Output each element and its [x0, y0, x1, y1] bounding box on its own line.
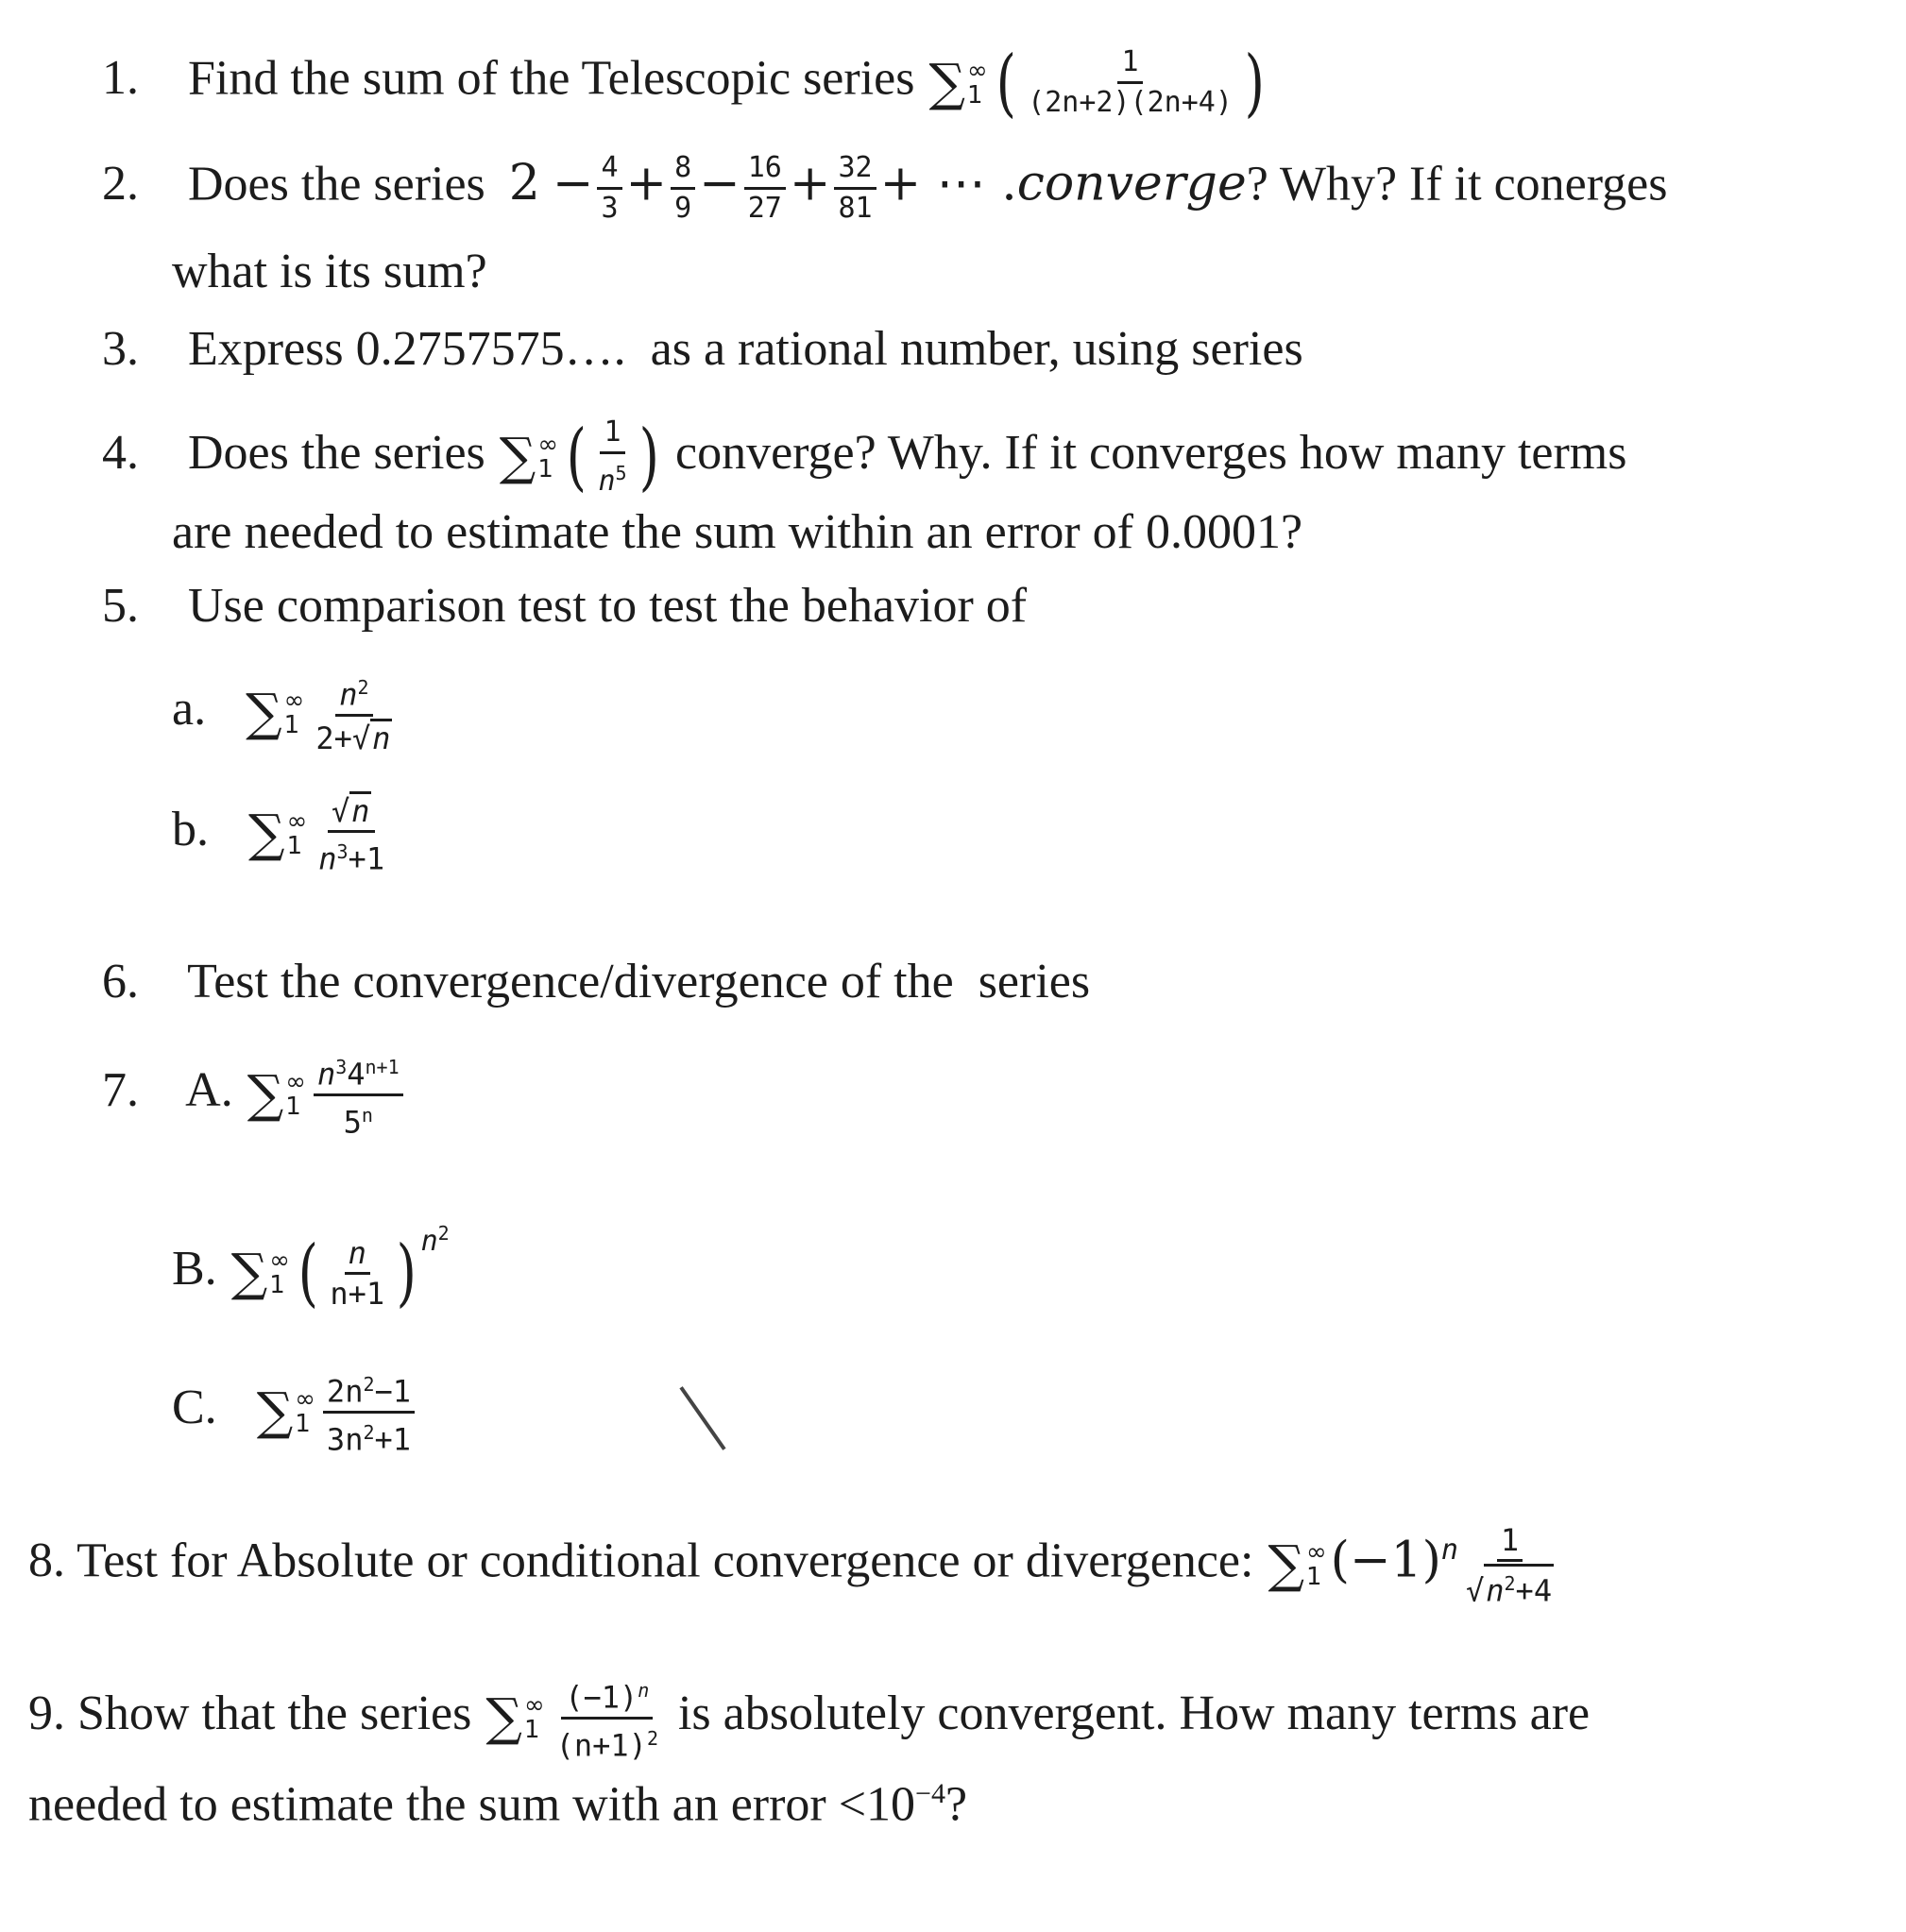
num-suffix: −1 — [374, 1373, 412, 1410]
fraction — [314, 1050, 403, 1139]
den-suffix: +1 — [348, 840, 385, 877]
question-text: is absolutely convergent. How many terms are — [677, 1686, 1591, 1741]
question-text: Test for Absolute or conditional convergence or divergence: — [77, 1534, 1254, 1588]
den-suffix: +1 — [374, 1421, 412, 1458]
sum-upper-limit: ∞ — [967, 56, 988, 85]
sigma-symbol: ∑ — [928, 52, 966, 112]
fraction-denominator: 27 — [747, 192, 782, 225]
question-text: are needed to estimate the sum within an error of 0.0001? — [172, 505, 1303, 559]
num-four-exponent: n+1 — [365, 1056, 400, 1078]
sum-upper-limit: ∞ — [269, 1246, 290, 1276]
sum-limits — [1306, 1538, 1327, 1592]
den-exponent: 2 — [646, 1726, 658, 1750]
fraction — [312, 670, 396, 755]
part-label: b. — [172, 802, 209, 856]
question-9-continued — [28, 1766, 967, 1833]
question-text: needed to estimate the sum with an error <10 — [28, 1777, 916, 1832]
part-label: B. — [172, 1242, 217, 1296]
fraction-numerator: 4 — [597, 151, 621, 190]
pen-mark — [679, 1386, 725, 1450]
fraction — [744, 151, 786, 226]
sigma-symbol: ∑ — [247, 1064, 284, 1125]
question-text: Does the series — [188, 425, 485, 480]
part-label: C. — [172, 1381, 217, 1435]
sum-lower-limit: 1 — [283, 710, 300, 739]
question-1 — [102, 40, 1268, 126]
fraction-numerator: n — [345, 1236, 370, 1275]
sum-upper-limit: ∞ — [523, 1691, 545, 1720]
question-5a — [172, 670, 400, 755]
den-root-base: n — [1486, 1572, 1505, 1609]
fraction-numerator: 1 — [1117, 45, 1142, 84]
question-text: what is its sum? — [172, 245, 487, 298]
question-7b — [172, 1205, 450, 1316]
fraction-denominator — [340, 1096, 377, 1140]
question-number: 3. — [102, 322, 139, 376]
fraction — [1462, 1523, 1557, 1608]
fraction-denominator: 2+√n — [315, 720, 391, 756]
sum-limits — [523, 1691, 545, 1745]
den-root-exponent: 2 — [1504, 1571, 1516, 1595]
fraction — [323, 1367, 415, 1456]
fraction — [594, 415, 630, 499]
sum-limits — [285, 1068, 306, 1122]
sum-lower-limit: 1 — [1306, 1563, 1322, 1592]
question-number: 6. — [102, 955, 139, 1008]
fraction — [315, 791, 388, 876]
num-base: (−1) — [565, 1679, 638, 1716]
question-text: converge? Why. If it converges how many terms — [675, 425, 1627, 480]
question-7c — [172, 1367, 418, 1456]
fraction — [1024, 45, 1236, 120]
fraction — [597, 151, 621, 226]
sign-factor: (−1) — [1330, 1532, 1441, 1589]
fraction-numerator: 1 — [600, 415, 624, 454]
series-tail: + ⋯ . — [879, 155, 1017, 212]
question-text: Does the series — [188, 157, 485, 212]
fraction-numerator: √n — [328, 791, 376, 833]
sum-lower-limit: 1 — [269, 1271, 285, 1300]
den-exponent: 2 — [363, 1420, 375, 1444]
sum-upper-limit: ∞ — [537, 431, 559, 459]
fraction-numerator — [314, 1050, 403, 1096]
sum-upper-limit: ∞ — [286, 806, 308, 836]
sign-factor-exponent: n — [1440, 1534, 1458, 1567]
fraction — [671, 151, 695, 226]
sigma-symbol: ∑ — [246, 682, 282, 742]
question-5b — [172, 791, 392, 876]
fraction-numerator — [323, 1367, 415, 1414]
question-3 — [102, 321, 1303, 378]
right-paren: ) — [638, 415, 659, 500]
question-text: Express 0.2757575…. as a rational number, using series — [188, 322, 1303, 376]
fraction-denominator: 9 — [674, 192, 692, 225]
question-4-continued — [172, 504, 1302, 561]
num-n: n — [316, 1056, 336, 1093]
outer-exp-power: 2 — [437, 1222, 450, 1245]
part-label: a. — [172, 681, 207, 736]
den-prefix: 2+ — [315, 720, 352, 756]
question-number: 4. — [102, 425, 139, 480]
question-number: 8. — [28, 1534, 65, 1588]
question-number: 2. — [102, 157, 139, 212]
den-exponent: n — [361, 1103, 373, 1127]
fraction-numerator: 8 — [671, 151, 695, 190]
question-5 — [102, 578, 1027, 635]
question-text: Use comparison test to test the behavior of — [188, 579, 1028, 633]
sum-lower-limit: 1 — [537, 455, 553, 483]
converge-word: converge — [1016, 155, 1247, 212]
sum-upper-limit: ∞ — [1306, 1538, 1327, 1568]
operator: + — [789, 155, 831, 212]
first-term: 2 — [508, 155, 540, 212]
sum-lower-limit: 1 — [967, 80, 983, 110]
den-root-suffix: +4 — [1515, 1572, 1553, 1609]
sum-upper-limit: ∞ — [295, 1385, 315, 1415]
question-8 — [28, 1522, 1561, 1607]
num-exponent: 2 — [363, 1373, 375, 1396]
num-four: 4 — [347, 1056, 366, 1093]
operator: − — [699, 155, 740, 212]
question-number: 9. — [28, 1686, 65, 1741]
error-exponent: −4 — [915, 1778, 945, 1809]
num-base: n — [339, 676, 358, 713]
question-4 — [102, 415, 1626, 499]
fraction-denominator: (2n+2)(2n+4) — [1028, 86, 1233, 119]
question-2-continued — [172, 244, 487, 300]
left-paren: ( — [298, 1230, 318, 1316]
question-number: 5. — [102, 579, 139, 633]
sigma-symbol: ∑ — [248, 803, 285, 863]
sum-lower-limit: 1 — [295, 1410, 311, 1439]
sum-limits — [269, 1246, 290, 1300]
sum-limits — [967, 56, 988, 110]
question-9 — [28, 1673, 1590, 1762]
right-paren: ) — [396, 1230, 417, 1316]
den-root — [1484, 1564, 1554, 1608]
outer-exponent — [420, 1222, 450, 1258]
right-paren: ) — [1244, 40, 1265, 126]
fraction-numerator: 32 — [834, 151, 876, 190]
den-exponent: 3 — [336, 840, 349, 863]
question-number: 1. — [102, 51, 139, 106]
sigma-symbol: ∑ — [230, 1243, 268, 1303]
den-base: n — [318, 840, 337, 877]
den-base: 3n — [326, 1421, 364, 1458]
sum-limits — [284, 688, 305, 737]
question-6 — [102, 954, 1090, 1010]
question-text: ? Why? If it conerges — [1246, 157, 1668, 212]
question-text: Test the convergence/divergence of the series — [187, 955, 1091, 1008]
fraction-denominator: 81 — [838, 192, 873, 225]
num-exponent: 2 — [357, 676, 369, 699]
question-text: Show that the series — [77, 1686, 472, 1741]
fraction-denominator — [323, 1414, 415, 1457]
fraction-numerator — [335, 670, 372, 717]
fraction-denominator — [594, 454, 630, 499]
question-number: 7. — [102, 1063, 139, 1118]
fraction-numerator — [561, 1673, 653, 1720]
operator: − — [552, 155, 594, 212]
question-7a — [102, 1050, 407, 1139]
part-label: A. — [185, 1063, 233, 1118]
fraction-numerator: 1 — [1497, 1523, 1523, 1562]
den-exponent: 5 — [615, 462, 627, 484]
fraction-denominator — [315, 833, 388, 876]
sum-limits — [286, 806, 308, 860]
fraction — [834, 151, 876, 226]
den-root: n — [372, 720, 391, 756]
sum-limits — [537, 432, 558, 482]
num-exponent: n — [638, 1679, 650, 1702]
outer-exp-base: n — [420, 1225, 438, 1258]
fraction-denominator: $√n^2+4$ — [1462, 1562, 1557, 1608]
operator: + — [625, 155, 668, 212]
den-base: (n+1) — [555, 1727, 647, 1764]
num-n-exponent: 3 — [335, 1056, 348, 1078]
sum-lower-limit: 1 — [285, 1093, 301, 1122]
fraction — [326, 1236, 388, 1311]
sigma-symbol: ∑ — [499, 427, 536, 486]
sigma-symbol: ∑ — [1268, 1534, 1304, 1595]
num-base: 2n — [326, 1373, 364, 1410]
den-base: n — [598, 465, 616, 498]
question-2 — [102, 151, 1667, 226]
fraction-denominator — [553, 1720, 662, 1763]
question-mark: ? — [944, 1777, 968, 1832]
left-paren: ( — [996, 40, 1016, 126]
sigma-symbol: ∑ — [485, 1687, 522, 1748]
sigma-symbol: ∑ — [256, 1381, 294, 1442]
left-paren: ( — [566, 415, 587, 500]
fraction-numerator: 16 — [744, 151, 786, 190]
den-base: 5 — [343, 1104, 362, 1141]
sum-upper-limit: ∞ — [283, 686, 305, 715]
fraction-denominator: n+1 — [330, 1275, 385, 1312]
sum-limits — [295, 1385, 315, 1439]
fraction-denominator: 3 — [601, 192, 619, 225]
question-text: Find the sum of the Telescopic series — [188, 51, 915, 106]
sum-lower-limit: 1 — [286, 831, 303, 860]
sum-upper-limit: ∞ — [285, 1068, 306, 1097]
fraction — [553, 1673, 662, 1762]
sum-lower-limit: 1 — [523, 1716, 540, 1745]
num-root: n — [351, 793, 370, 829]
